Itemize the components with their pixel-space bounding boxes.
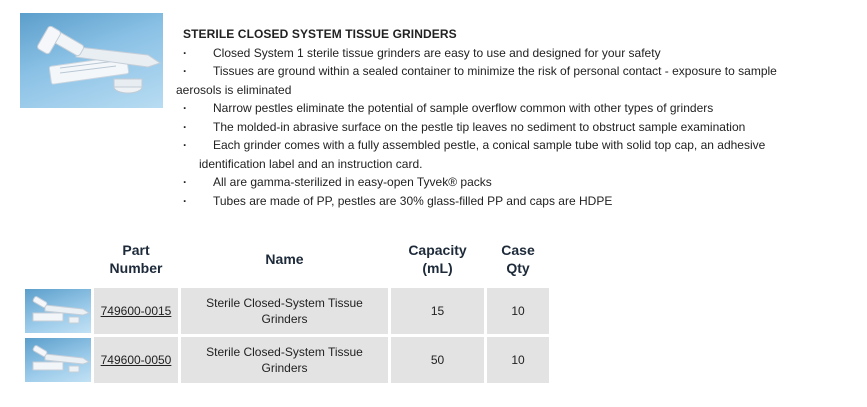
name-cell — [181, 288, 388, 334]
product-table — [22, 230, 552, 386]
part-number-link[interactable]: 749600-0015 — [100, 304, 172, 318]
feature-item: · Narrow pestles eliminate the potential of sample overflow common with other types of grinders — [183, 99, 843, 118]
tissue-grinder-illustration — [20, 13, 163, 108]
feature-line: Each grinder comes with a fully assembled pestle, a conical sample tube with solid top cap, an adhesive — [213, 138, 766, 152]
product-title: STERILE CLOSED SYSTEM TISSUE GRINDERS — [183, 27, 457, 41]
name-line: Sterile Closed-System Tissue — [206, 345, 363, 359]
feature-item: · Tubes are made of PP, pestles are 30% glass-filled PP and caps are HDPE — [183, 192, 843, 211]
capacity-cell: 50 — [391, 337, 484, 383]
feature-line: identification label and an instruction card. — [199, 156, 423, 171]
table-row — [25, 288, 549, 334]
header-line: Capacity — [408, 242, 467, 258]
table-header-row — [25, 233, 549, 285]
feature-line: Tissues are ground within a sealed container to minimize the risk of personal contact - exposure to sample — [213, 64, 777, 78]
feature-line: aerosols is eliminated — [176, 82, 292, 97]
name-line: Sterile Closed-System Tissue — [206, 296, 363, 310]
name-header: Name — [181, 233, 388, 285]
header-line: (mL) — [422, 260, 453, 276]
image-column-header — [25, 233, 91, 285]
row-thumbnail[interactable] — [25, 288, 91, 334]
name-cell — [181, 337, 388, 383]
feature-item — [176, 62, 843, 99]
product-description — [176, 25, 843, 210]
case-qty-cell: 10 — [487, 337, 549, 383]
header-line: Qty — [506, 260, 530, 276]
tissue-grinder-thumbnail[interactable] — [25, 338, 91, 382]
header-line: Number — [109, 260, 163, 276]
capacity-header — [391, 233, 484, 285]
feature-item — [183, 136, 843, 173]
name-line: Grinders — [261, 361, 308, 375]
feature-item: · The molded-in abrasive surface on the pestle tip leaves no sediment to obstruct sample examination — [183, 118, 843, 137]
name-line: Grinders — [261, 312, 308, 326]
tissue-grinder-thumbnail[interactable] — [25, 289, 91, 333]
product-image — [20, 13, 163, 108]
case-qty-header — [487, 233, 549, 285]
part-number-cell — [94, 337, 178, 383]
capacity-cell: 15 — [391, 288, 484, 334]
feature-item: · Closed System 1 sterile tissue grinders are easy to use and designed for your safety — [183, 44, 843, 63]
feature-list — [176, 44, 843, 211]
part-number-cell — [94, 288, 178, 334]
header-line: Case — [501, 242, 535, 258]
table-row — [25, 337, 549, 383]
part-number-header — [94, 233, 178, 285]
case-qty-cell: 10 — [487, 288, 549, 334]
part-number-link[interactable]: 749600-0050 — [100, 353, 172, 367]
header-line: Part — [122, 242, 150, 258]
feature-item: · All are gamma-sterilized in easy-open Tyvek® packs — [183, 173, 843, 192]
row-thumbnail[interactable] — [25, 337, 91, 383]
